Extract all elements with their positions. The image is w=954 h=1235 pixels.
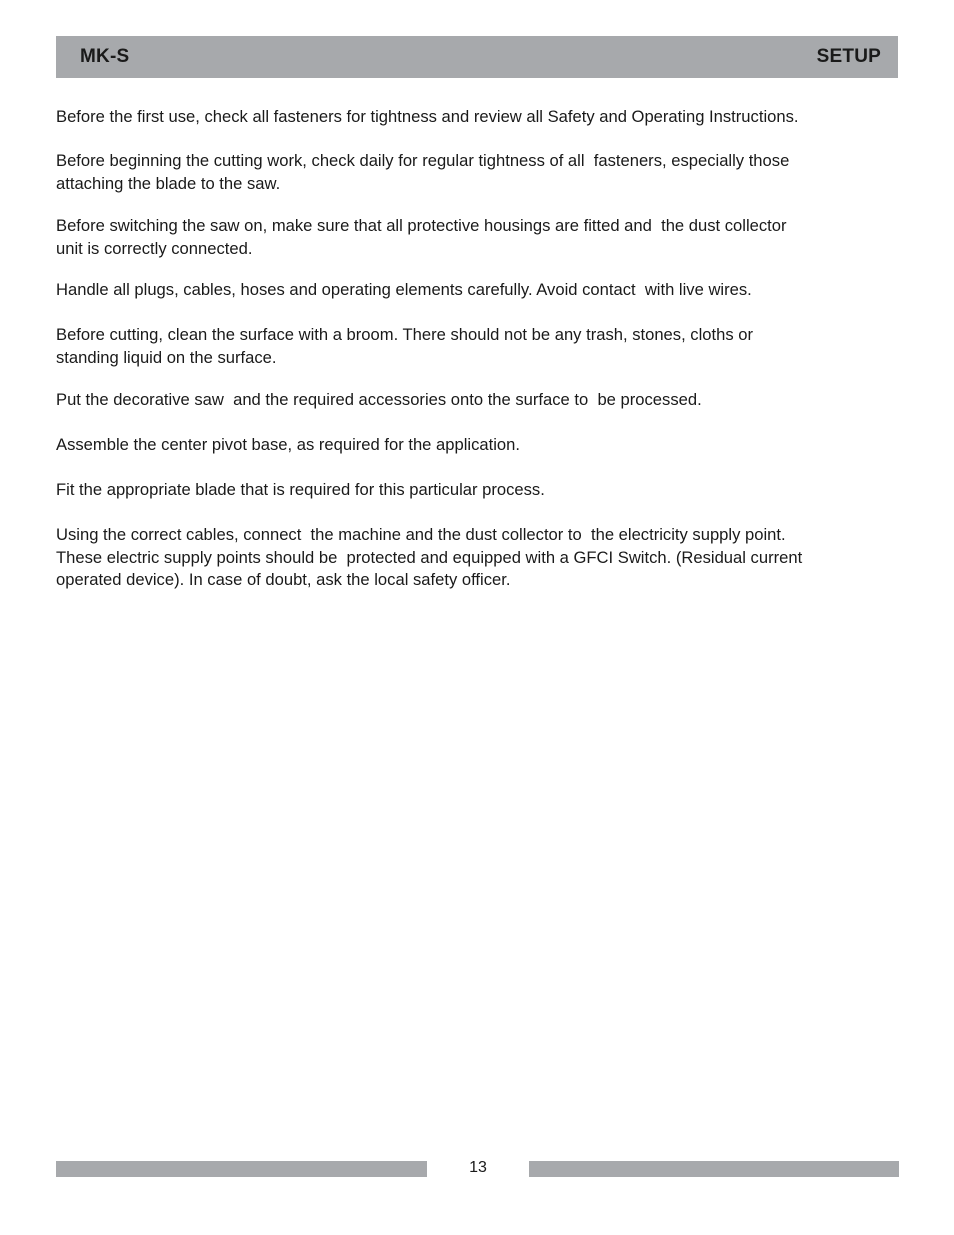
instruction-paragraph: Before beginning the cutting work, check daily for regular tightness of all fasteners, especially those attaching the blade to the saw. — [56, 151, 790, 193]
footer-bar-right — [529, 1161, 899, 1177]
instruction-paragraph: Assemble the center pivot base, as required for the application. — [56, 435, 520, 454]
footer-bar-left — [56, 1161, 427, 1177]
instruction-paragraph: Before the first use, check all fasteners for tightness and review all Safety and Operating Instructions. — [56, 107, 799, 126]
instruction-paragraph: Fit the appropriate blade that is required for this particular process. — [56, 480, 545, 499]
header-model-title: MK-S — [80, 46, 130, 67]
instruction-paragraph: Before cutting, clean the surface with a broom. There should not be any trash, stones, cloths or standing liquid on the surface. — [56, 325, 754, 367]
instruction-paragraph: Using the correct cables, connect the machine and the dust collector to the electricity supply point. These electric supply points should be protected and equipped with a GFCI Switch. (Residual current operated device). In case of doubt, ask the local safety officer. — [56, 525, 803, 589]
page-header-bar — [56, 36, 898, 78]
instruction-paragraph: Handle all plugs, cables, hoses and operating elements carefully. Avoid contact with live wires. — [56, 280, 752, 299]
instruction-paragraph: Before switching the saw on, make sure that all protective housings are fitted and the dust collector unit is correctly connected. — [56, 216, 787, 258]
instruction-paragraph: Put the decorative saw and the required accessories onto the surface to be processed. — [56, 390, 702, 409]
header-section-title: SETUP — [816, 46, 881, 67]
page-number: 13 — [469, 1159, 487, 1176]
